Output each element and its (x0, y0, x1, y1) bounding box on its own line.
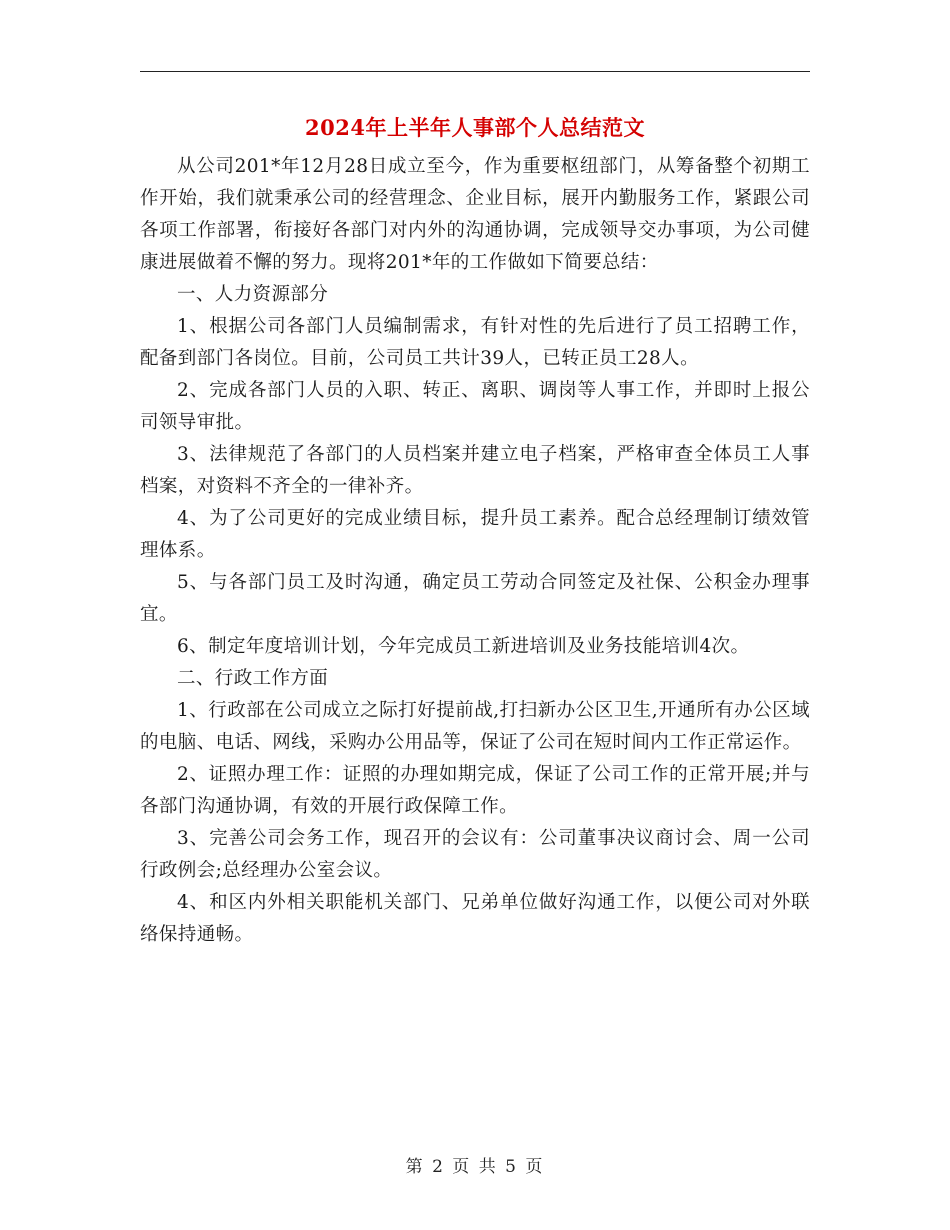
admin-item-4: 4、和区内外相关职能机关部门、兄弟单位做好沟通工作，以便公司对外联络保持通畅。 (140, 892, 810, 945)
hr-item-6: 6、制定年度培训计划，今年完成员工新进培训及业务技能培训4次。 (177, 636, 750, 657)
admin-item-2: 2、证照办理工作：证照的办理如期完成，保证了公司工作的正常开展;并与各部门沟通协调，有效的开展行政保障工作。 (140, 764, 810, 817)
admin-item-3: 3、完善公司会务工作，现召开的会议有：公司董事决议商讨会、周一公司行政例会;总经理办公室会议。 (140, 828, 810, 881)
intro-paragraph: 从公司201*年12月28日成立至今，作为重要枢纽部门，从筹备整个初期工作开始，我们就秉承公司的经营理念、企业目标，展开内勤服务工作，紧跟公司各项工作部署，衔接好各部门对内外的沟通协调，完成领导交办事项，为公司健康进展做着不懈的努力。现将201*年的工作做如下简要总结： (140, 156, 810, 273)
admin-item-1: 1、行政部在公司成立之际打好提前战,打扫新办公区卫生,开通所有办公区域的电脑、电话、网线，采购办公用品等，保证了公司在短时间内工作正常运作。 (140, 700, 810, 753)
hr-item-4: 4、为了公司更好的完成业绩目标，提升员工素养。配合总经理制订绩效管理体系。 (140, 508, 810, 561)
hr-item-5: 5、与各部门员工及时沟通，确定员工劳动合同签定及社保、公积金办理事宜。 (140, 572, 810, 625)
document-body (140, 151, 810, 951)
header-rule (140, 71, 810, 72)
section-heading-admin: 二、行政工作方面 (177, 668, 329, 689)
hr-item-2: 2、完成各部门人员的入职、转正、离职、调岗等人事工作，并即时上报公司领导审批。 (140, 380, 810, 433)
page-number-footer: 第 2 页 共 5 页 (405, 1157, 545, 1177)
document-title: 2024年上半年人事部个人总结范文 (305, 115, 645, 140)
hr-item-1: 1、根据公司各部门人员编制需求，有针对性的先后进行了员工招聘工作，配备到部门各岗位。目前，公司员工共计39人，已转正员工28人。 (140, 316, 810, 369)
hr-item-3: 3、法律规范了各部门的人员档案并建立电子档案，严格审查全体员工人事档案，对资料不齐全的一律补齐。 (140, 444, 810, 497)
section-heading-hr: 一、人力资源部分 (177, 284, 329, 305)
